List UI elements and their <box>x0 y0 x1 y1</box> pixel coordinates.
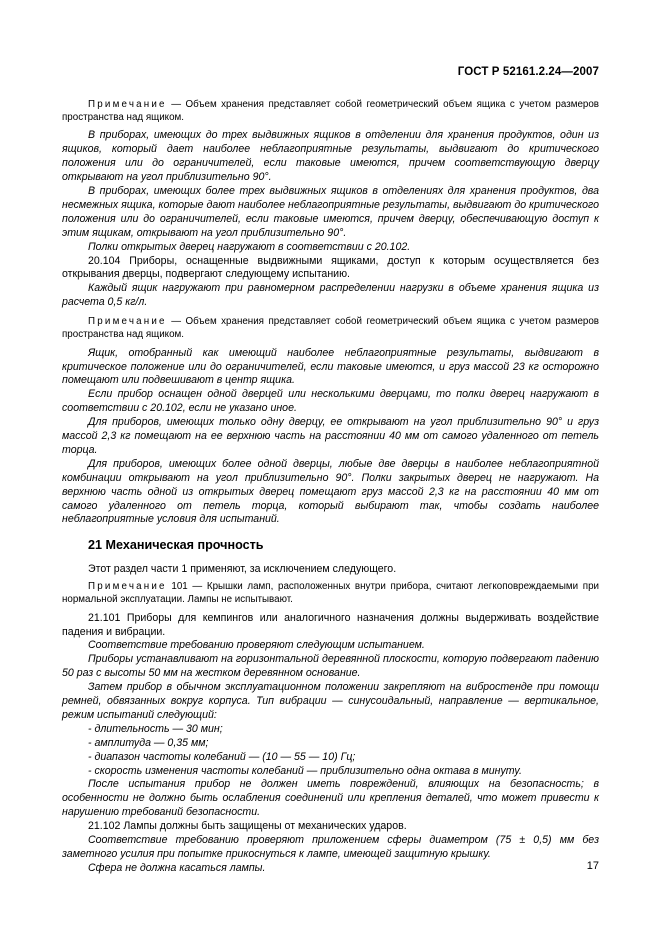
list-item: - диапазон частоты колебаний — (10 — 55 — 10) Гц; <box>88 750 356 763</box>
note-label: Примечание <box>88 581 167 593</box>
note-label: Примечание <box>88 99 167 110</box>
note-text: — Объем хранения представляет собой геометрический объем ящика с учетом размеров пространства над ящиком. <box>62 316 599 341</box>
paragraph: В приборах, имеющих более трех выдвижных ящиков в отделениях для хранения продуктов, два несмежных ящика, которые дают наиболее неблагоприятные результаты, выдвигают до критического положения или до ограничителей, если таковые имеются, причем дверцу, обеспечивающую доступ к этим ящикам, открывают на угол приблизительно 90°. <box>62 185 599 239</box>
note-paragraph <box>62 98 599 124</box>
page-number: 17 <box>586 860 599 872</box>
note-paragraph <box>62 315 599 341</box>
clause-paragraph: 20.104 Приборы, оснащенные выдвижными ящиками, доступ к которым осуществляется без открывания дверцы, подвергают следующему испытанию. <box>62 254 599 281</box>
note-label: Примечание <box>88 316 167 328</box>
note-paragraph <box>62 580 599 606</box>
section-title: 21 Механическая прочность <box>88 538 264 553</box>
clause-paragraph: Этот раздел части 1 применяют, за исключением следующего. <box>88 563 397 576</box>
paragraph: Если прибор оснащен одной дверцей или несколькими дверцами, то полки дверец нагружают в соответствии с 20.102, если не указано иное. <box>62 388 599 415</box>
paragraph: В приборах, имеющих до трех выдвижных ящиков в отделении для хранения продуктов, один из ящиков, который дает наиболее неблагоприятные результаты, выдвигают до критического положения или до ограничителей, если таковые имеются, причем соответствующую дверцу открывают на угол приблизительно 90°. <box>62 129 599 184</box>
paragraph: Ящик, отобранный как имеющий наиболее неблагоприятные результаты, выдвигают в критическое положение или до ограничителей, если таковые имеются, и груз массой 23 кг осторожно помещают или подвешивают в центр ящика. <box>62 346 599 387</box>
note-text: 101 — Крышки ламп, расположенных внутри прибора, считают легкоповреждаемыми при нормальной эксплуатации. Лампы не испытывают. <box>62 581 599 606</box>
note-text: — Объем хранения представляет собой геометрический объем ящика с учетом размеров пространства над ящиком. <box>62 99 599 124</box>
paragraph: Каждый ящик нагружают при равномерном распределении нагрузки в объеме хранения ящика из расчета 0,5 кг/л. <box>62 282 599 309</box>
clause-paragraph: 21.102 Лампы должны быть защищены от механических ударов. <box>88 820 407 833</box>
paragraph: Для приборов, имеющих более одной дверцы, любые две дверцы в наиболее неблагоприятной комбинации открывают на угол приблизительно 90°. Полки закрытых дверец не нагружают. На верхнюю часть одной из открытых дверец помещают груз массой 2,3 кг на расстоянии 40 мм от самого удаленного от петель торца, который выбирают так, чтобы создать наиболее неблагоприятные условия для испытаний. <box>62 457 599 526</box>
list-item: - скорость изменения частоты колебаний — приблизительно одна октава в минуту. <box>88 764 522 777</box>
list-item: - амплитуда — 0,35 мм; <box>88 736 209 749</box>
paragraph: Соответствие требованию проверяют следующим испытанием. <box>88 639 425 652</box>
paragraph: Приборы устанавливают на горизонтальной деревянной плоскости, которую подвергают падению 50 раз с высоты 50 мм на жестком деревянном основание. <box>62 653 599 680</box>
paragraph: После испытания прибор не должен иметь повреждений, влияющих на безопасность; в особенности не должно быть ослабления соединений или крепления деталей, что может привести к нарушению требований безопасности. <box>62 778 599 819</box>
clause-paragraph: 21.101 Приборы для кемпингов или аналогичного назначения должны выдерживать воздействие падения и вибрации. <box>62 611 599 638</box>
document-header: ГОСТ Р 52161.2.24—2007 <box>457 66 599 78</box>
paragraph: Сфера не должна касаться лампы. <box>88 861 266 874</box>
paragraph: Соответствие требованию проверяют приложением сферы диаметром (75 ± 0,5) мм без заметного усилия при попытке прикоснуться к лампе, имеющей защитную крышку. <box>62 834 599 860</box>
paragraph: Для приборов, имеющих только одну дверцу, ее открывают на угол приблизительно 90° и груз массой 2,3 кг помещают на ее верхнюю часть на расстоянии 40 мм от самого удаленного от петель торца. <box>62 416 599 456</box>
page-content <box>62 98 599 876</box>
list-item: - длительность — 30 мин; <box>88 722 223 735</box>
paragraph: Затем прибор в обычном эксплуатационном положении закрепляют на вибростенде при помощи ремней, обвязанных вокруг корпуса. Тип вибрации — синусоидальный, направление — вертикальное, режим испытаний следующий: <box>62 681 599 721</box>
paragraph: Полки открытых дверец нагружают в соответствии с 20.102. <box>88 240 411 253</box>
